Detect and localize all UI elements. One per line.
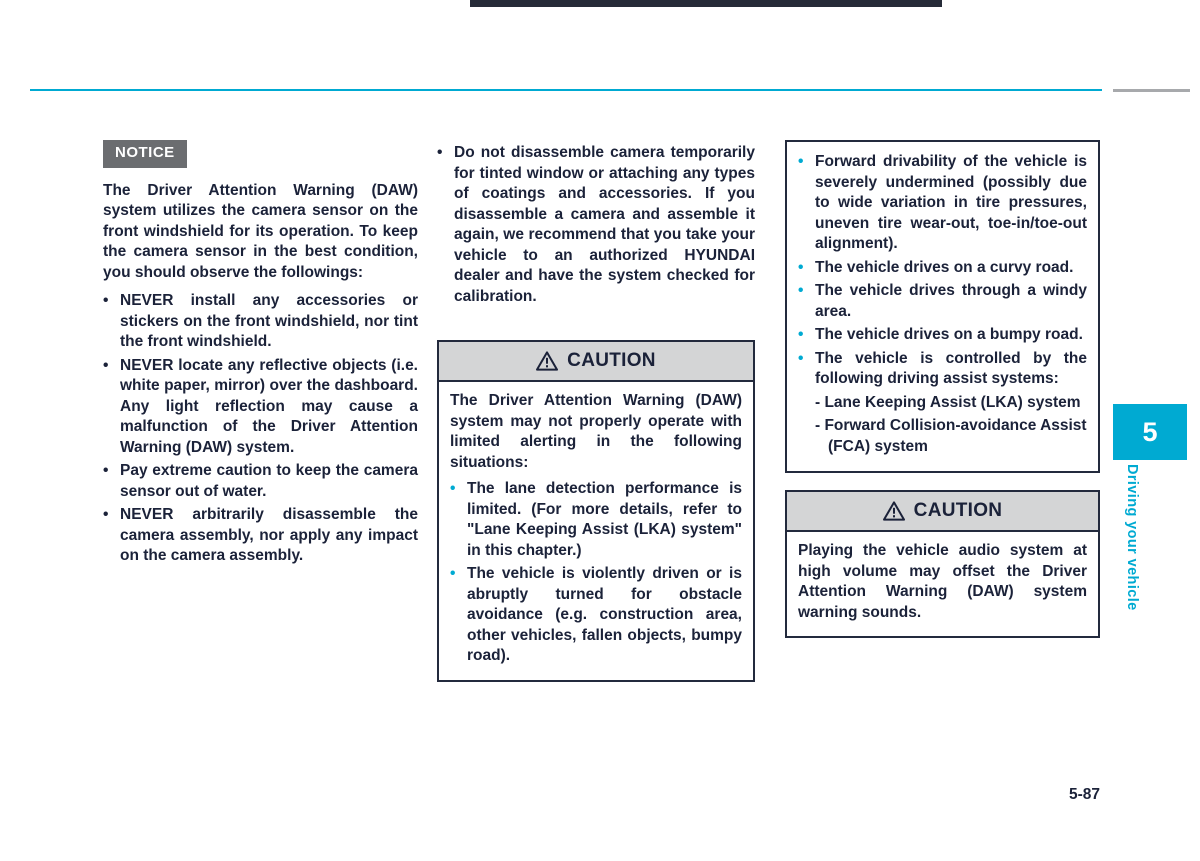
caution-header xyxy=(787,492,1098,532)
caution-title: CAUTION xyxy=(913,499,1003,521)
list-item xyxy=(437,143,755,307)
page-number: 5-87 xyxy=(1068,786,1100,803)
bullet-dot-icon xyxy=(103,356,120,459)
header-rule-gray xyxy=(1113,89,1190,92)
bullet-text: NEVER locate any reflective objects (i.e. white paper, mirror) over the dashboard. Any light reflection may cause a malfunction of the Driver Attention Warning (DAW) system. xyxy=(120,356,418,456)
column-3 xyxy=(785,140,1100,638)
warning-icon xyxy=(536,351,558,371)
list-item xyxy=(798,325,1087,346)
caution-continuation-box xyxy=(785,140,1100,473)
list-item xyxy=(103,291,418,353)
list-item xyxy=(450,564,742,667)
notice-badge xyxy=(103,140,187,168)
caution-body xyxy=(439,382,753,680)
bullet-text: The vehicle is controlled by the following driving assist systems: xyxy=(815,349,1087,387)
bullet-dot-icon xyxy=(798,152,815,255)
list-item xyxy=(450,479,742,561)
bullet-dot-icon xyxy=(798,281,815,322)
list-item xyxy=(103,356,418,459)
bullet-text: NEVER install any accessories or stickers on the front windshield, nor tint the front windshield. xyxy=(120,292,418,350)
bullet-text: The vehicle drives through a windy area. xyxy=(815,282,1087,320)
chapter-number: 5 xyxy=(1142,416,1158,447)
bullet-text: Pay extreme caution to keep the camera sensor out of water. xyxy=(120,462,418,500)
bullet-dot-icon xyxy=(798,325,815,346)
bullet-dot-icon xyxy=(103,461,120,502)
caution-text: Playing the vehicle audio system at high volume may offset the Driver Attention Warning (DAW) system warning sounds. xyxy=(798,542,1087,621)
bullet-text: Do not disassemble camera temporarily for tinted window or attaching any types of coatings and accessories. If you disassemble a camera and assemble it again, we recommend that you take your vehicle to an authorized HYUNDAI dealer and have the system checked for calibration. xyxy=(454,144,755,305)
bullet-dot-icon xyxy=(450,479,467,561)
bullet-dot-icon xyxy=(103,505,120,567)
notice-badge-label: NOTICE xyxy=(115,144,175,161)
caution-box-audio-volume xyxy=(785,490,1100,638)
bullet-dot-icon xyxy=(798,258,815,279)
notice-intro-paragraph: The Driver Attention Warning (DAW) system utilizes the camera sensor on the front windshield for its operation. To keep the camera sensor in the best condition, you should observe the followings: xyxy=(103,181,418,281)
list-item xyxy=(103,505,418,567)
caution-title: CAUTION xyxy=(567,349,656,371)
top-edge-strip xyxy=(470,0,942,7)
list-item xyxy=(798,258,1087,279)
bullet-text: NEVER arbitrarily disassemble the camera assembly, nor apply any impact on the camera assembly. xyxy=(120,506,418,564)
bullet-dot-icon xyxy=(450,564,467,667)
bullet-dot-icon xyxy=(798,349,815,390)
list-item xyxy=(798,281,1087,322)
bullet-text: The vehicle drives on a curvy road. xyxy=(815,258,1074,276)
sub-list-item: - Forward Collision-avoidance Assist (FCA) system xyxy=(815,416,1087,457)
bullet-text: Forward drivability of the vehicle is severely undermined (possibly due to wide variation in tire pressures, uneven tire wear-out, toe-in/toe-out alignment). xyxy=(815,153,1087,252)
warning-icon xyxy=(883,501,905,521)
bullet-dot-icon xyxy=(103,291,120,353)
chapter-side-label: Driving your vehicle xyxy=(1124,464,1140,611)
caution-body xyxy=(787,532,1098,636)
column-1 xyxy=(103,140,418,567)
list-item xyxy=(103,461,418,502)
chapter-tab xyxy=(1113,404,1187,460)
column-2 xyxy=(437,140,755,682)
sub-list-item: - Lane Keeping Assist (LKA) system xyxy=(815,393,1087,414)
list-item xyxy=(798,349,1087,390)
bullet-text: The vehicle is violently driven or is abruptly turned for obstacle avoidance (e.g. construction area, other vehicles, fallen objects, bumpy road). xyxy=(467,565,742,664)
list-item xyxy=(798,152,1087,255)
caution-intro: The Driver Attention Warning (DAW) system may not properly operate with limited alerting in the following situations: xyxy=(450,392,742,471)
header-rule-blue xyxy=(30,89,1102,91)
caution-header xyxy=(439,342,753,382)
caution-box-daw-alerting xyxy=(437,340,755,682)
bullet-text: The lane detection performance is limited. (For more details, refer to "Lane Keeping Assist (LKA) system" in this chapter.) xyxy=(467,480,742,559)
bullet-text: The vehicle drives on a bumpy road. xyxy=(815,326,1083,343)
bullet-dot-icon xyxy=(437,143,454,307)
